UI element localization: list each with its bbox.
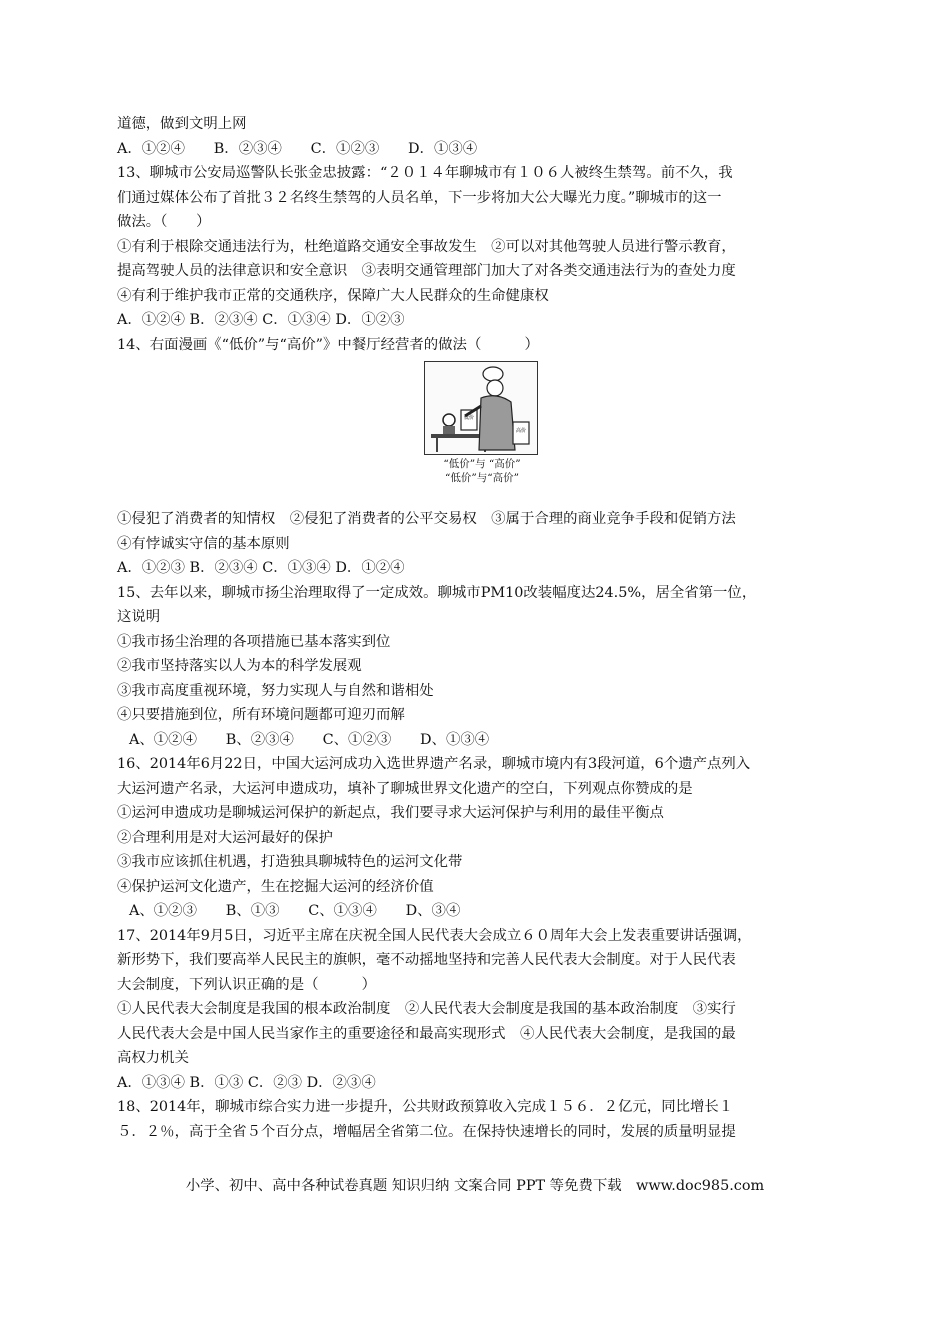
question-17: 17、2014年9月5日，习近平主席在庆祝全国人民代表大会成立６０周年大会上发表重要讲话强调， [117, 927, 752, 944]
answer-options-q16: A、①②③ B、①③ C、①③④ D、③④ [129, 903, 461, 919]
text-line: ④有利于维护我市正常的交通秩序，保障广大人民群众的生命健康权 [117, 287, 549, 304]
question-16: 16、2014年6月22日，中国大运河成功入选世界遗产名录，聊城市境内有3段河道，6个遗产点列入 [117, 756, 751, 772]
answer-options-q12: A．①②④ B．②③④ C．①②③ D．①③④ [117, 140, 478, 157]
page-footer: 小学、初中、高中各种试卷真题 知识归纳 文案合同 PPT 等免费下载 www.doc985.com [185, 1178, 765, 1194]
question-14: 14、右面漫画《“低价”与“高价”》中餐厅经营者的做法（ ） [117, 336, 539, 353]
text-line: 提高驾驶人员的法律意识和安全意识 ③表明交通管理部门加大了对各类交通违法行为的查处力度 [117, 263, 736, 279]
answer-options-q13: A．①②④ B．②③④ C．①③④ D．①②③ [117, 312, 405, 328]
text-line: ②我市坚持落实以人为本的科学发展观 [117, 658, 362, 674]
text-line: ５．２％，高于全省５个百分点，增幅居全省第二位。在保持快速增长的同时，发展的质量明显提 [117, 1123, 736, 1140]
text-line: 大会制度，下列认识正确的是（ ） [117, 976, 377, 993]
sign-right-text: 高价 [515, 428, 527, 434]
text-line: ④有悖诚实守信的基本原则 [117, 535, 290, 552]
figure-caption: “低价”与 “高价” [443, 458, 521, 470]
text-line: 道德，做到文明上网 [117, 116, 247, 132]
cartoon-figure [117, 357, 842, 507]
text-line: ①运河申遗成功是聊城运河保护的新起点，我们要寻求大运河保护与利用的最佳平衡点 [117, 805, 664, 821]
text-line: 们通过媒体公布了首批３２名终生禁驾的人员名单，下一步将加大公大曝光力度。”聊城市的这一 [117, 189, 722, 206]
text-line: 做法。（ ） [117, 214, 211, 230]
text-line: ①有利于根除交通违法行为，杜绝道路交通安全事故发生 ②可以对其他驾驶人员进行警示教育， [117, 238, 736, 255]
question-13: 13、聊城市公安局巡警队长张金忠披露：“２０１４年聊城市有１０６人被终生禁驾。前不久，我 [117, 165, 733, 181]
question-18: 18、2014年，聊城市综合实力进一步提升，公共财政预算收入完成１５６．２亿元，同比增长１ [117, 1099, 734, 1115]
text-line: ①侵犯了消费者的知情权 ②侵犯了消费者的公平交易权 ③属于合理的商业竞争手段和促销方法 [117, 511, 736, 527]
text-line: ③我市高度重视环境，努力实现人与自然和谐相处 [117, 682, 434, 699]
cartoon-image [424, 361, 538, 455]
text-line: ②合理利用是对大运河最好的保护 [117, 829, 333, 846]
text-line: ①我市扬尘治理的各项措施已基本落实到位 [117, 633, 391, 650]
text-line: 新形势下，我们要高举人民民主的旗帜，毫不动摇地坚持和完善人民代表大会制度。对于人民代表 [117, 952, 736, 968]
sign-left-text: 低价 [463, 415, 475, 421]
figure-caption: “低价”与“高价” [445, 472, 519, 484]
text-line: ④保护运河文化遗产，生在挖掘大运河的经济价值 [117, 878, 434, 895]
text-line: 大运河遗产名录，大运河申遗成功，填补了聊城世界文化遗产的空白，下列观点你赞成的是 [117, 780, 693, 797]
text-line: ③我市应该抓住机遇，打造独具聊城特色的运河文化带 [117, 854, 463, 870]
text-line: 人民代表大会是中国人民当家作主的重要途径和最高实现形式 ④人民代表大会制度，是我国的最 [117, 1025, 736, 1042]
text-line: ④只要措施到位，所有环境问题都可迎刃而解 [117, 707, 405, 723]
text-line: 高权力机关 [117, 1050, 189, 1066]
text-line: 这说明 [117, 609, 161, 625]
text-line: ①人民代表大会制度是我国的根本政治制度 ②人民代表大会制度是我国的基本政治制度 ③实行 [117, 1001, 736, 1017]
answer-options-q15: A、①②④ B、②③④ C、①②③ D、①③④ [129, 731, 490, 748]
answer-options-q14: A．①②③ B．②③④ C．①③④ D．①②④ [117, 560, 405, 576]
question-15: 15、去年以来，聊城市扬尘治理取得了一定成效。聊城市PM10改装幅度达24.5%，居全省第一位， [117, 584, 757, 601]
answer-options-q17: A．①③④ B．①③ C．②③ D．②③④ [117, 1074, 376, 1091]
document-body [117, 112, 842, 1144]
